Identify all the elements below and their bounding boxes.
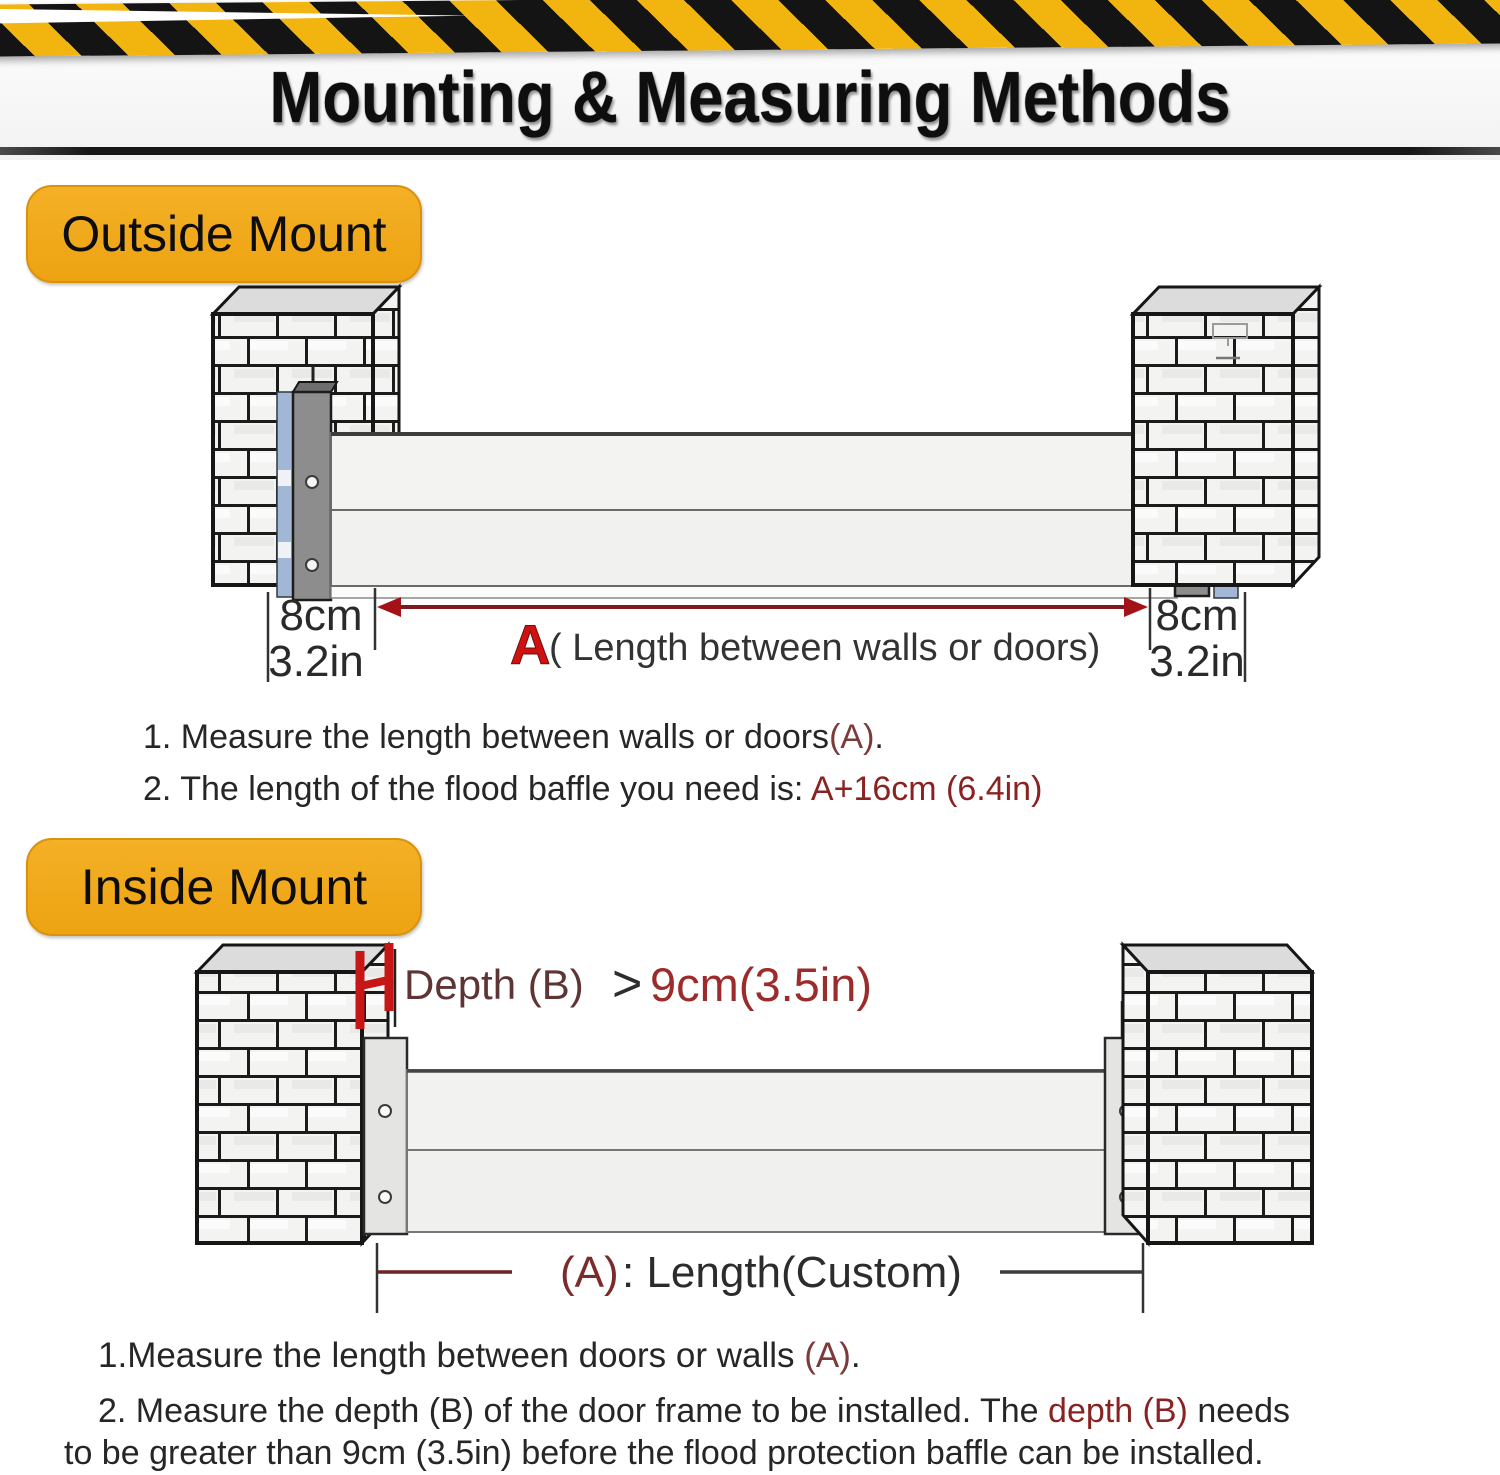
depth-label: Depth (B) xyxy=(404,961,584,1008)
dimension-annotations xyxy=(377,1243,1143,1313)
left-channel-bracket xyxy=(277,382,337,600)
outside-step-2: 2. The length of the flood baffle you need is: A+16cm (6.4in) xyxy=(143,770,1043,808)
seal-strip xyxy=(277,392,293,597)
page-title: Mounting & Measuring Methods xyxy=(269,58,1231,138)
dim-a-label: ( Length between walls or doors) xyxy=(549,627,1101,669)
depth-value: 9cm(3.5in) xyxy=(650,958,873,1011)
dimension-annotations xyxy=(268,588,1245,686)
right-brick-pillar xyxy=(1123,945,1312,1243)
inside-step-1: 1.Measure the length between doors or walls (A). xyxy=(98,1336,861,1375)
dim-a-label: : Length(Custom) xyxy=(622,1248,962,1297)
right-brick-pillar xyxy=(1133,287,1319,585)
flood-barrier-panels xyxy=(407,1070,1105,1232)
dim-left-in: 3.2in xyxy=(268,637,364,686)
dim-left-cm: 8cm xyxy=(279,591,363,640)
depth-note xyxy=(404,955,872,1013)
outside-mount-badge: Outside Mount xyxy=(26,185,422,283)
outside-step-1: 1. Measure the length between walls or doors(A). xyxy=(143,718,884,756)
dim-right-in: 3.2in xyxy=(1149,637,1245,686)
screw-hole xyxy=(306,559,318,571)
inside-mount-diagram xyxy=(0,935,1500,1340)
divider-bar xyxy=(0,147,1500,155)
hazard-tape-stripes xyxy=(0,0,1500,57)
left-channel-bracket xyxy=(364,1038,407,1234)
screw-hole xyxy=(379,1105,391,1117)
greater-than-symbol: > xyxy=(612,955,643,1013)
screw-hole xyxy=(306,476,318,488)
dim-a: (A) xyxy=(560,1248,619,1297)
inside-step-2-line2: to be greater than 9cm (3.5in) before the flood protection baffle can be installed. xyxy=(64,1434,1264,1472)
dim-right-cm: 8cm xyxy=(1155,591,1239,640)
inside-mount-badge: Inside Mount xyxy=(26,838,422,936)
header-banner xyxy=(0,0,1500,160)
screw-hole xyxy=(379,1191,391,1203)
dim-a-letter: A xyxy=(510,613,551,676)
inside-step-2-line1: 2. Measure the depth (B) of the door frame to be installed. The depth (B) needs xyxy=(98,1392,1290,1430)
outside-mount-diagram xyxy=(0,280,1500,700)
flood-barrier-panels xyxy=(331,433,1177,598)
